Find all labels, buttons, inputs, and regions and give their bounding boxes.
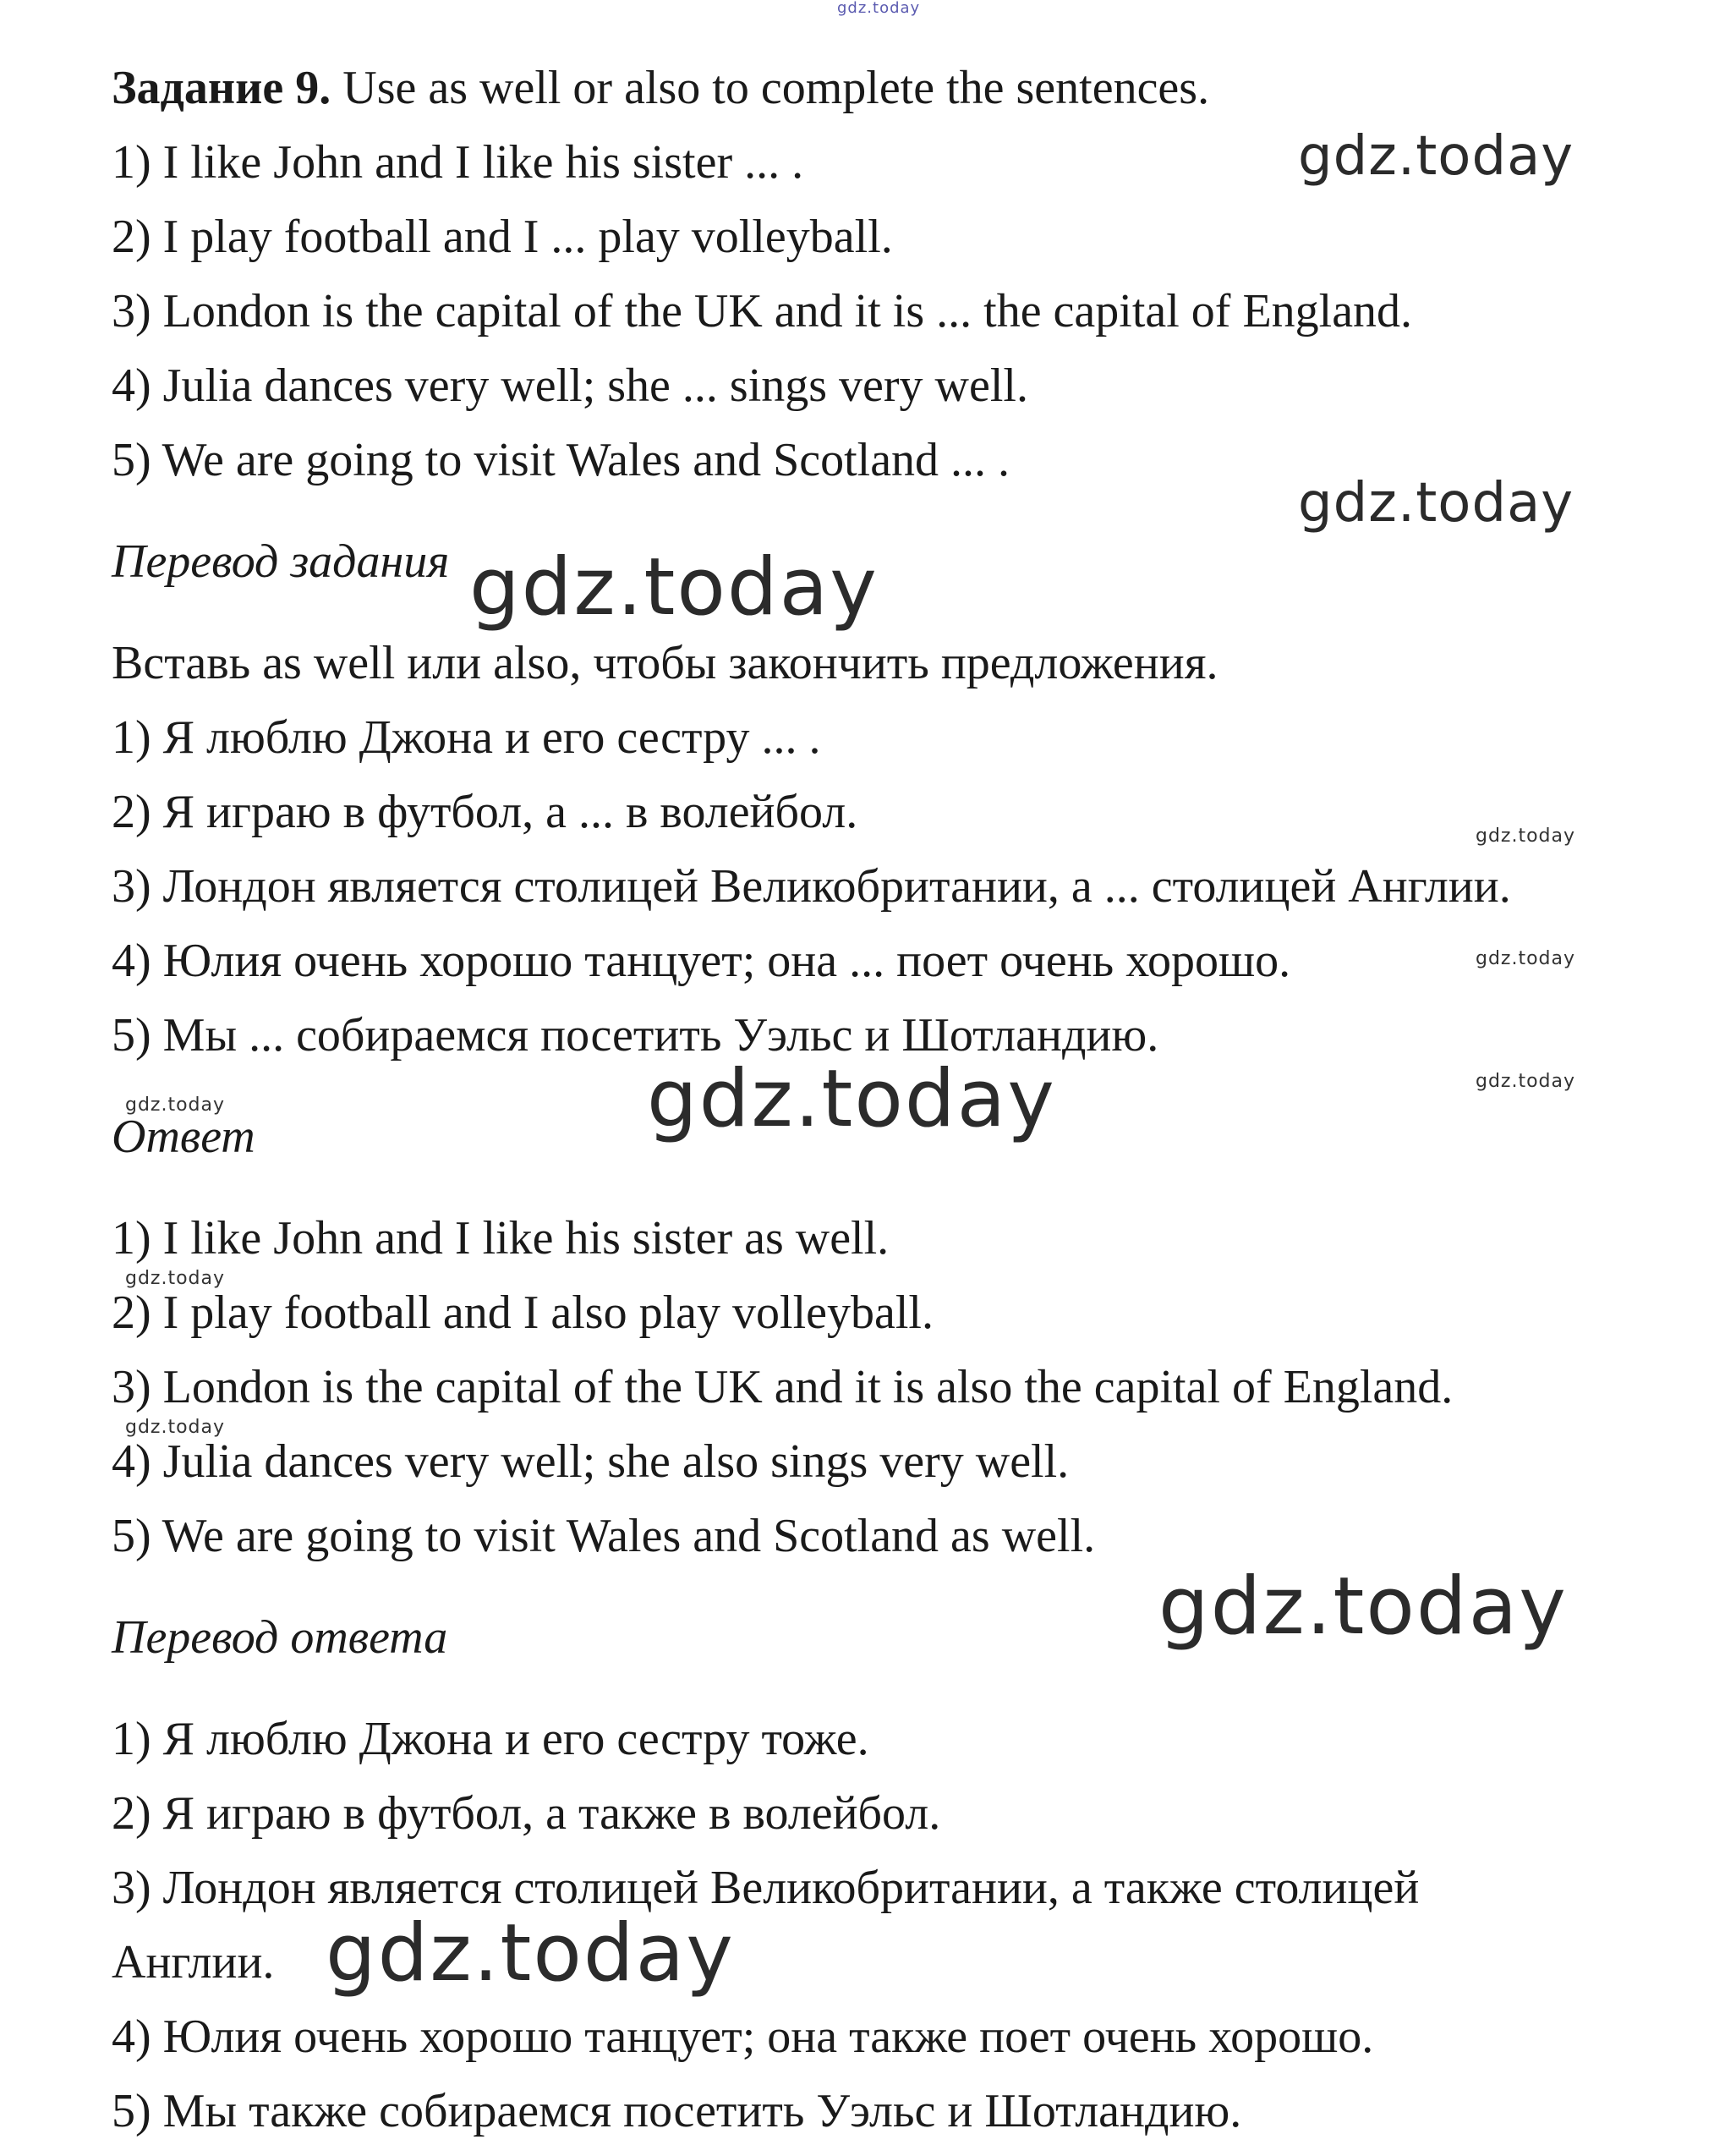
watermark: gdz.today	[1158, 1561, 1568, 1653]
task-header	[112, 58, 1209, 118]
answer-sentence-1: 1) I like John and I like his sister as well.	[112, 1212, 890, 1265]
watermark: gdz.today	[125, 1417, 226, 1438]
task-sentence-1: 1) I like John and I like his sister ... .	[112, 136, 804, 189]
watermark: gdz.today	[837, 0, 921, 17]
task-sentence-2: 2) I play football and I ... play volleyball.	[112, 211, 893, 263]
answer-translation-sentence-4: 4) Юлия очень хорошо танцует; она также поет очень хорошо.	[112, 2011, 1374, 2063]
watermark: gdz.today	[125, 1268, 226, 1289]
answer-sentence-2: 2) I play football and I also play volleyball.	[112, 1286, 934, 1339]
watermark: gdz.today	[1298, 125, 1574, 188]
watermark: gdz.today	[1298, 472, 1574, 535]
watermark: gdz.today	[1476, 948, 1576, 969]
watermark: gdz.today	[469, 541, 879, 634]
watermark: gdz.today	[1476, 826, 1576, 847]
task-translation-sentence-1: 1) Я люблю Джона и его сестру ... .	[112, 711, 821, 764]
task-sentence-3: 3) London is the capital of the UK and it is ... the capital of England.	[112, 285, 1413, 337]
answer-sentence-4: 4) Julia dances very well; she also sings very well.	[112, 1435, 1070, 1488]
task-sentence-4: 4) Julia dances very well; she ... sings very well.	[112, 359, 1028, 412]
answer-heading: Ответ	[112, 1111, 255, 1163]
task-translation-sentence-5: 5) Мы ... собираемся посетить Уэльс и Шотландию.	[112, 1009, 1159, 1062]
watermark: gdz.today	[326, 1907, 735, 2000]
task-translation-instruction: Вставь as well или also, чтобы закончить предложения.	[112, 637, 1218, 689]
task-label: Задание 9.	[112, 62, 331, 114]
answer-translation-sentence-3: 3) Лондон является столицей Великобритании, а также столицей	[112, 1862, 1420, 1914]
task-translation-sentence-3: 3) Лондон является столицей Великобритании, а ... столицей Англии.	[112, 860, 1511, 913]
watermark: gdz.today	[1476, 1071, 1576, 1092]
answer-translation-sentence-2: 2) Я играю в футбол, а также в волейбол.	[112, 1787, 941, 1840]
answer-translation-sentence-1: 1) Я люблю Джона и его сестру тоже.	[112, 1713, 869, 1765]
answer-sentence-5: 5) We are going to visit Wales and Scotland as well.	[112, 1510, 1096, 1562]
answer-translation-sentence-5: 5) Мы также собираемся посетить Уэльс и Шотландию.	[112, 2085, 1242, 2137]
answer-sentence-3: 3) London is the capital of the UK and it is also the capital of England.	[112, 1361, 1454, 1413]
task-translation-sentence-2: 2) Я играю в футбол, а ... в волейбол.	[112, 786, 858, 838]
watermark: gdz.today	[125, 1094, 226, 1116]
answer-translation-heading: Перевод ответа	[112, 1611, 448, 1664]
watermark: gdz.today	[647, 1053, 1056, 1145]
task-translation-heading: Перевод задания	[112, 535, 450, 588]
task-instruction: Use as well or also to complete the sentences.	[342, 62, 1210, 114]
answer-translation-sentence-3-continued: Англии.	[112, 1936, 275, 1989]
task-translation-sentence-4: 4) Юлия очень хорошо танцует; она ... поет очень хорошо.	[112, 935, 1291, 987]
task-sentence-5: 5) We are going to visit Wales and Scotland ... .	[112, 434, 1010, 486]
